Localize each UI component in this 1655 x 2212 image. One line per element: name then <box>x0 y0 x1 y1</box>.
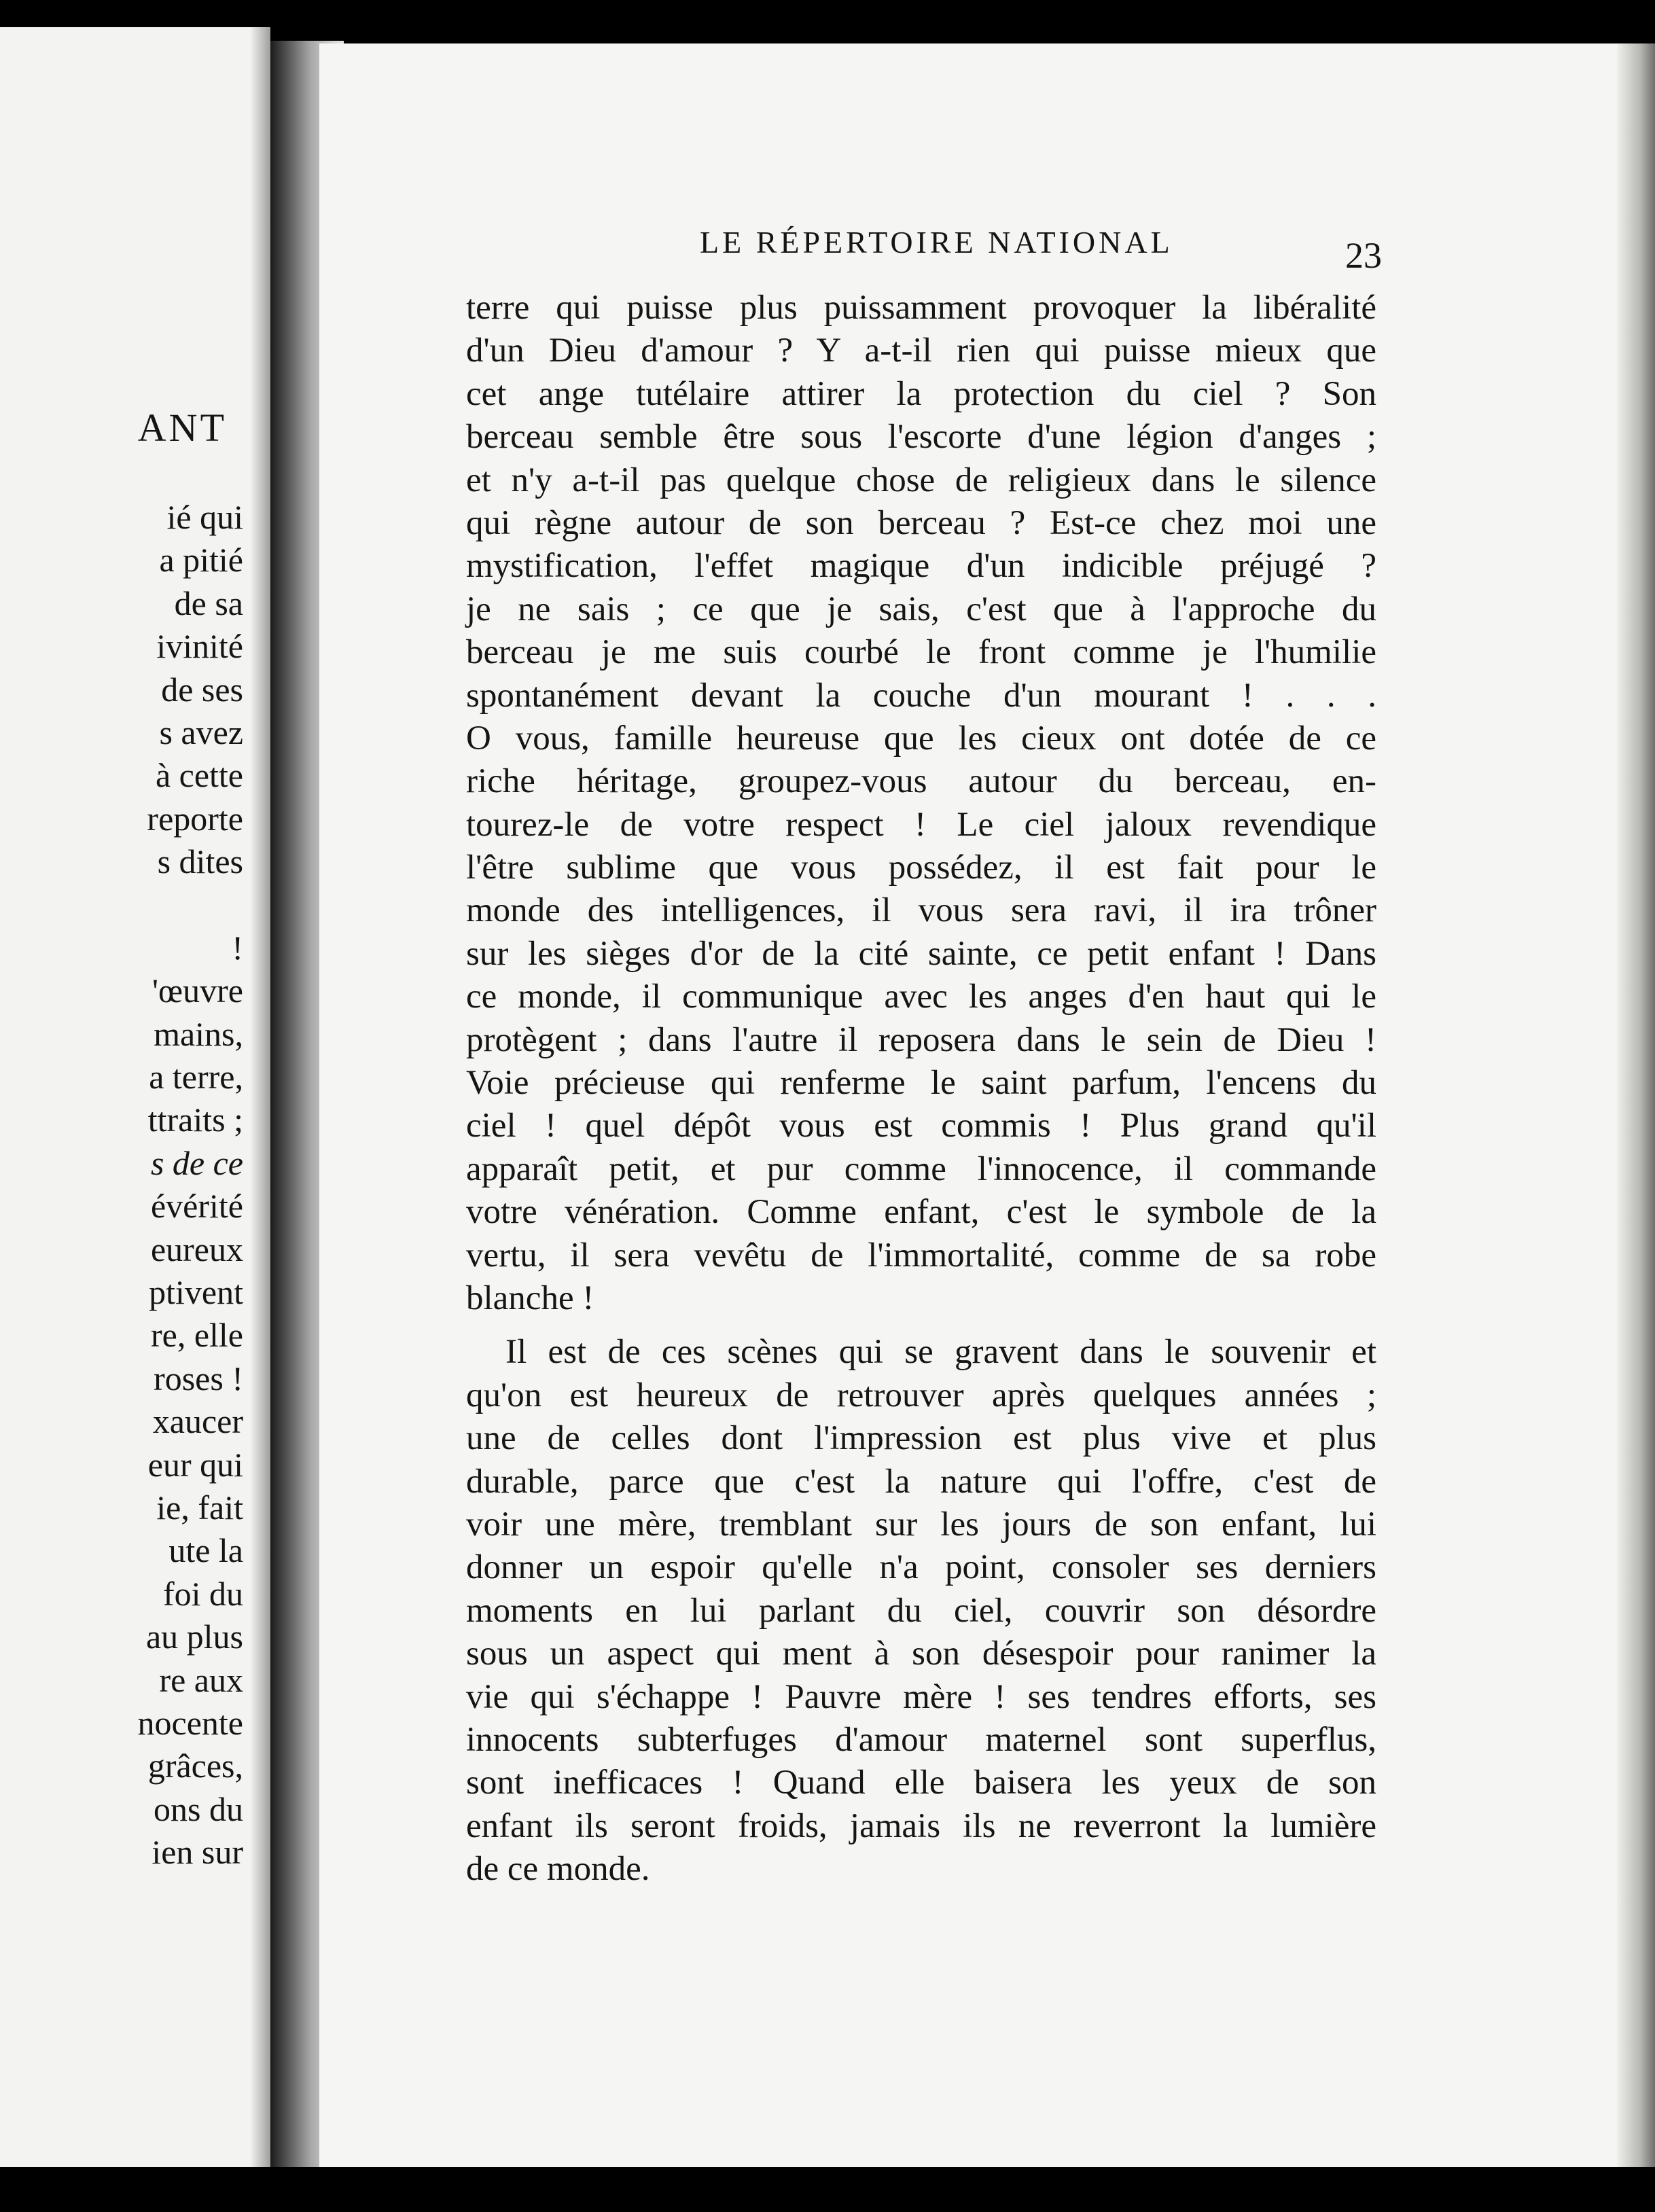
left-line: au plus <box>145 1618 243 1656</box>
text-line: moments en lui parlant du ciel, couvrir son désordre <box>466 1591 1376 1630</box>
left-line: ! <box>232 928 243 967</box>
text-line: qu'on est heureux de retrouver après quelques années ; <box>466 1376 1376 1414</box>
text-line: de ce monde. <box>466 1850 650 1889</box>
text-line: innocents subterfuges d'amour maternel sont superflus, <box>466 1720 1376 1759</box>
text-line: riche héritage, groupez-vous autour du berceau, en- <box>466 762 1376 801</box>
left-line <box>138 884 243 927</box>
text-line: berceau semble être sous l'escorte d'une légion d'anges ; <box>466 418 1376 457</box>
text-line: durable, parce que c'est la nature qui l'offre, c'est de <box>466 1462 1376 1501</box>
text-line: donner un espoir qu'elle n'a point, consoler ses derniers <box>466 1548 1376 1587</box>
text-line: une de celles dont l'impression est plus vive et plus <box>466 1419 1376 1458</box>
left-line: ivinité <box>156 627 243 666</box>
text-line: ce monde, il communique avec les anges d'en haut qui le <box>466 978 1376 1016</box>
text-line: spontanément devant la couche d'un mourant ! . . . <box>466 676 1376 715</box>
text-line: je ne sais ; ce que je sais, c'est que à l'approche du <box>466 590 1376 628</box>
left-page-text <box>138 496 243 1874</box>
text-line: d'un Dieu d'amour ? Y a-t-il rien qui puisse mieux que <box>466 332 1376 370</box>
text-line: ciel ! quel dépôt vous est commis ! Plus grand qu'il <box>466 1107 1376 1145</box>
left-line: nocente <box>137 1703 243 1742</box>
left-line: s avez <box>159 713 243 751</box>
text-line: tourez-le de votre respect ! Le ciel jaloux revendique <box>466 805 1376 844</box>
text-line: monde des intelligences, il vous sera ravi, il ira trôner <box>466 891 1376 930</box>
left-line: reporte <box>147 799 243 838</box>
left-line: eureux <box>150 1230 243 1268</box>
text-line: sont inefficaces ! Quand elle baisera les yeux de son <box>466 1764 1376 1802</box>
left-line: roses ! <box>154 1359 243 1397</box>
text-line: cet ange tutélaire attirer la protection du ciel ? Son <box>466 374 1376 413</box>
left-page-heading: ANT <box>137 406 227 450</box>
left-line: ute la <box>168 1531 243 1570</box>
left-line: de sa <box>174 584 243 622</box>
left-page-fragment <box>0 27 270 2167</box>
left-line: grâces, <box>147 1747 243 1785</box>
left-line: mains, <box>154 1014 243 1053</box>
text-line: voir une mère, tremblant sur les jours de son enfant, lui <box>466 1505 1376 1544</box>
text-line: vie qui s'échappe ! Pauvre mère ! ses tendres efforts, ses <box>466 1677 1376 1716</box>
left-line: à cette <box>155 756 243 795</box>
left-line: ptivent <box>149 1273 243 1312</box>
text-line: qui règne autour de son berceau ? Est-ce chez moi une <box>466 503 1376 542</box>
text-line: l'être sublime que vous possédez, il est fait pour le <box>466 849 1376 887</box>
text-line: votre vénération. Comme enfant, c'est le symbole de la <box>466 1193 1376 1232</box>
page-edge <box>1617 43 1655 2167</box>
left-line: a pitié <box>159 541 243 579</box>
left-line: re, elle <box>150 1316 243 1355</box>
text-line: Il est de ces scènes qui se gravent dans le souvenir et <box>505 1333 1376 1372</box>
text-line: blanche ! <box>466 1279 594 1317</box>
left-line: ttraits ; <box>147 1101 243 1139</box>
text-line: sur les sièges d'or de la cité sainte, ce petit enfant ! Dans <box>466 934 1376 973</box>
running-title: LE RÉPERTOIRE NATIONAL <box>700 225 1173 260</box>
paragraph-1 <box>466 287 1376 1320</box>
text-line: terre qui puisse plus puissamment provoquer la libéralité <box>466 289 1376 327</box>
text-line: Voie précieuse qui renferme le saint parfum, l'encens du <box>466 1064 1376 1103</box>
text-line: apparaît petit, et pur comme l'innocence, il commande <box>466 1149 1376 1188</box>
text-line: O vous, famille heureuse que les cieux ont dotée de ce <box>466 719 1376 757</box>
left-line: 'œuvre <box>152 971 243 1010</box>
left-line: ien sur <box>152 1833 243 1872</box>
left-line: xaucer <box>152 1402 243 1441</box>
text-line: enfant ils seront froids, jamais ils ne reverront la lumière <box>466 1806 1376 1845</box>
left-line: de ses <box>161 670 243 709</box>
left-line: s dites <box>157 842 243 881</box>
left-line: s de ce <box>150 1143 243 1182</box>
left-line: foi du <box>162 1574 243 1613</box>
text-line: vertu, il sera vevêtu de l'immortalité, comme de sa robe <box>466 1236 1376 1274</box>
page-number: 23 <box>1345 235 1382 276</box>
text-line: mystification, l'effet magique d'un indicible préjugé ? <box>466 547 1376 586</box>
left-line: évérité <box>150 1187 243 1226</box>
left-line: ié qui <box>166 498 243 536</box>
text-line: berceau je me suis courbé le front comme je l'humilie <box>466 633 1376 672</box>
left-line: ons du <box>154 1789 243 1828</box>
body-text <box>466 287 1376 1891</box>
left-line: a terre, <box>149 1058 243 1096</box>
left-line: re aux <box>159 1660 243 1699</box>
text-line: et n'y a-t-il pas quelque chose de religieux dans le silence <box>466 461 1376 499</box>
left-line: eur qui <box>147 1445 243 1484</box>
paragraph-2 <box>466 1331 1376 1891</box>
text-line: protègent ; dans l'autre il reposera dans le sein de Dieu ! <box>466 1020 1376 1059</box>
left-line: ie, fait <box>156 1488 243 1527</box>
text-line: sous un aspect qui ment à son désespoir pour ranimer la <box>466 1635 1376 1673</box>
